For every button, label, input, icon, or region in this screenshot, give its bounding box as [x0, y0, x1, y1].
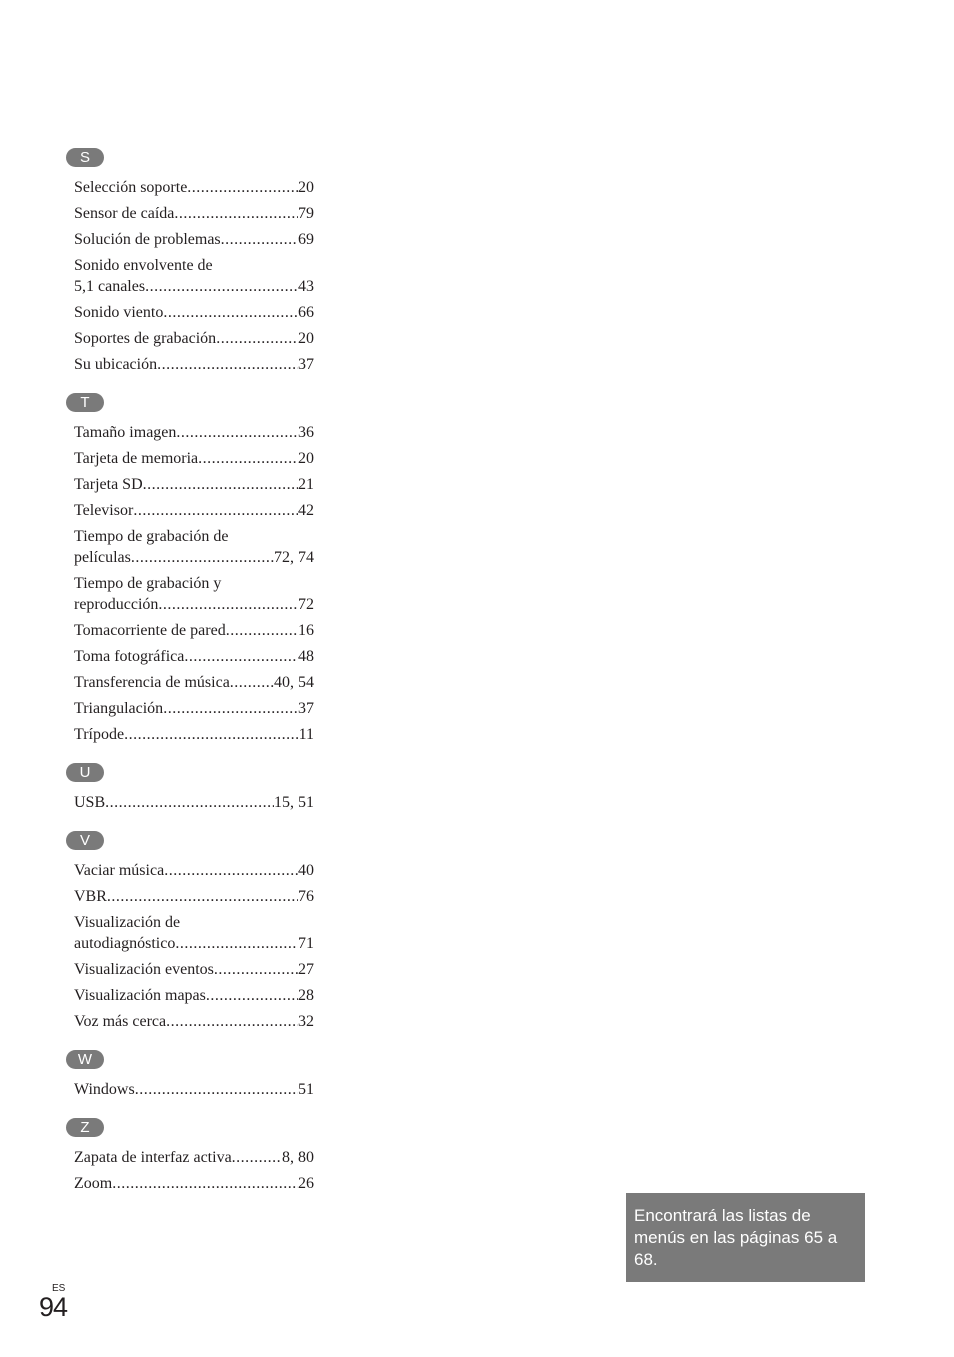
- index-entry: [74, 255, 314, 297]
- index-entry: [74, 1147, 314, 1168]
- index-page-ref: 72: [298, 596, 314, 613]
- index-page-ref: 20: [298, 330, 314, 347]
- index-page-ref: 72, 74: [274, 549, 314, 566]
- index-entry: [74, 959, 314, 980]
- index-term: películas: [74, 549, 131, 566]
- index-term-first-line: Tiempo de grabación de: [74, 528, 229, 545]
- dot-leader: [163, 302, 298, 323]
- index-entry: [74, 500, 314, 521]
- index-term: 5,1 canales: [74, 278, 146, 295]
- dot-leader: [184, 646, 298, 667]
- dot-leader: [226, 620, 298, 641]
- section-letter-badge: W: [66, 1050, 104, 1069]
- index-page-ref: 27: [298, 961, 314, 978]
- section-letter-badge: S: [66, 148, 104, 167]
- index-page-ref: 42: [298, 502, 314, 519]
- index-term: Sensor de caída: [74, 205, 175, 222]
- index-entry: [74, 792, 314, 813]
- index-section-u: [66, 763, 314, 813]
- dot-leader: [176, 422, 298, 443]
- dot-leader: [198, 448, 298, 469]
- section-letter-badge: Z: [66, 1118, 104, 1137]
- index-entry: [74, 698, 314, 719]
- index-term-first-line: Sonido envolvente de: [74, 257, 213, 274]
- dot-leader: [112, 1173, 298, 1194]
- dot-leader: [157, 354, 298, 375]
- dot-leader: [163, 698, 298, 719]
- index-entry: [74, 724, 314, 745]
- index-page-ref: 21: [298, 476, 314, 493]
- index-term: Windows: [74, 1081, 135, 1098]
- index-term: Tamaño imagen: [74, 424, 177, 441]
- dot-leader: [105, 792, 274, 813]
- index-term-first-line: Tiempo de grabación y: [74, 575, 222, 592]
- index-term: Tomacorriente de pared: [74, 622, 226, 639]
- page-number: 94: [39, 1292, 68, 1322]
- index-page-ref: 16: [298, 622, 314, 639]
- index-entry: [74, 474, 314, 495]
- dot-leader: [221, 229, 298, 250]
- index-term: Voz más cerca: [74, 1013, 167, 1030]
- index-section-w: [66, 1050, 314, 1100]
- dot-leader: [174, 203, 298, 224]
- dot-leader: [164, 860, 298, 881]
- index-term: autodiagnóstico: [74, 935, 176, 952]
- index-entry: [74, 448, 314, 469]
- index-section-v: [66, 831, 314, 1032]
- index-page-ref: 66: [298, 304, 314, 321]
- dot-leader: [124, 724, 299, 745]
- index-term: Selección soporte: [74, 179, 188, 196]
- menu-list-note-text: Encontrará las listas de menús en las páginas 65 a 68.: [634, 1206, 838, 1269]
- index-entry: [74, 229, 314, 250]
- index-entry: [74, 860, 314, 881]
- index-term: Zoom: [74, 1175, 113, 1192]
- index-entry: [74, 886, 314, 907]
- index-column: [66, 148, 314, 1212]
- dot-leader: [131, 547, 274, 568]
- index-page-ref: 36: [298, 424, 314, 441]
- dot-leader: [230, 672, 274, 693]
- index-term: Visualización eventos: [74, 961, 214, 978]
- index-term: Sonido viento: [74, 304, 164, 321]
- index-page-ref: 20: [298, 450, 314, 467]
- dot-leader: [232, 1147, 282, 1168]
- language-code: ES: [52, 1283, 66, 1294]
- index-entry: [74, 672, 314, 693]
- index-term: USB: [74, 794, 106, 811]
- index-term: Toma fotográfica: [74, 648, 185, 665]
- index-term: Tarjeta de memoria: [74, 450, 199, 467]
- index-term: Zapata de interfaz activa: [74, 1149, 232, 1166]
- section-letter-badge: V: [66, 831, 104, 850]
- dot-leader: [135, 1079, 298, 1100]
- index-entry: [74, 620, 314, 641]
- dot-leader: [166, 1011, 298, 1032]
- index-page-ref: 71: [298, 935, 314, 952]
- index-term: Soportes de grabación: [74, 330, 217, 347]
- dot-leader: [107, 886, 298, 907]
- index-page-ref: 32: [298, 1013, 314, 1030]
- index-entry: [74, 646, 314, 667]
- section-letter-badge: T: [66, 393, 104, 412]
- index-term: Su ubicación: [74, 356, 158, 373]
- index-entry: [74, 573, 314, 615]
- index-term: Vaciar música: [74, 862, 165, 879]
- index-entry: [74, 1079, 314, 1100]
- dot-leader: [216, 328, 298, 349]
- index-section-s: [66, 148, 314, 375]
- index-page-ref: 40, 54: [274, 674, 314, 691]
- dot-leader: [145, 276, 298, 297]
- dot-leader: [133, 500, 298, 521]
- index-page-ref: 69: [298, 231, 314, 248]
- index-page-ref: 37: [298, 700, 314, 717]
- index-term: Visualización mapas: [74, 987, 206, 1004]
- index-term: Solución de problemas: [74, 231, 221, 248]
- index-page-ref: 79: [298, 205, 314, 222]
- dot-leader: [158, 594, 298, 615]
- index-page-ref: 48: [298, 648, 314, 665]
- index-term: Triangulación: [74, 700, 164, 717]
- index-term: reproducción: [74, 596, 159, 613]
- index-entry: [74, 177, 314, 198]
- index-term: Transferencia de música: [74, 674, 230, 691]
- dot-leader: [143, 474, 298, 495]
- index-entry: [74, 422, 314, 443]
- index-entry: [74, 328, 314, 349]
- index-page-ref: 26: [298, 1175, 314, 1192]
- index-page-ref: 28: [298, 987, 314, 1004]
- index-entry: [74, 302, 314, 323]
- index-entry: [74, 526, 314, 568]
- index-term-first-line: Visualización de: [74, 914, 181, 931]
- dot-leader: [206, 985, 298, 1006]
- index-term: Tarjeta SD: [74, 476, 143, 493]
- index-page-ref: 43: [298, 278, 314, 295]
- index-entry: [74, 1173, 314, 1194]
- dot-leader: [175, 933, 298, 954]
- index-term: VBR: [74, 888, 107, 905]
- index-page-ref: 37: [298, 356, 314, 373]
- index-page-ref: 8, 80: [282, 1149, 314, 1166]
- index-page-ref: 40: [298, 862, 314, 879]
- menu-list-note: [626, 1193, 865, 1282]
- index-term: Televisor: [74, 502, 134, 519]
- dot-leader: [214, 959, 298, 980]
- index-entry: [74, 1011, 314, 1032]
- index-page-ref: 11: [298, 726, 314, 743]
- index-page-ref: 76: [298, 888, 314, 905]
- index-entry: [74, 203, 314, 224]
- index-entry: [74, 354, 314, 375]
- index-section-z: [66, 1118, 314, 1194]
- index-page-ref: 51: [298, 1081, 314, 1098]
- index-entry: [74, 985, 314, 1006]
- index-page-ref: 20: [298, 179, 314, 196]
- index-term: Trípode: [74, 726, 125, 743]
- index-section-t: [66, 393, 314, 745]
- index-page-ref: 15, 51: [274, 794, 314, 811]
- index-entry: [74, 912, 314, 954]
- dot-leader: [187, 177, 298, 198]
- section-letter-badge: U: [66, 763, 104, 782]
